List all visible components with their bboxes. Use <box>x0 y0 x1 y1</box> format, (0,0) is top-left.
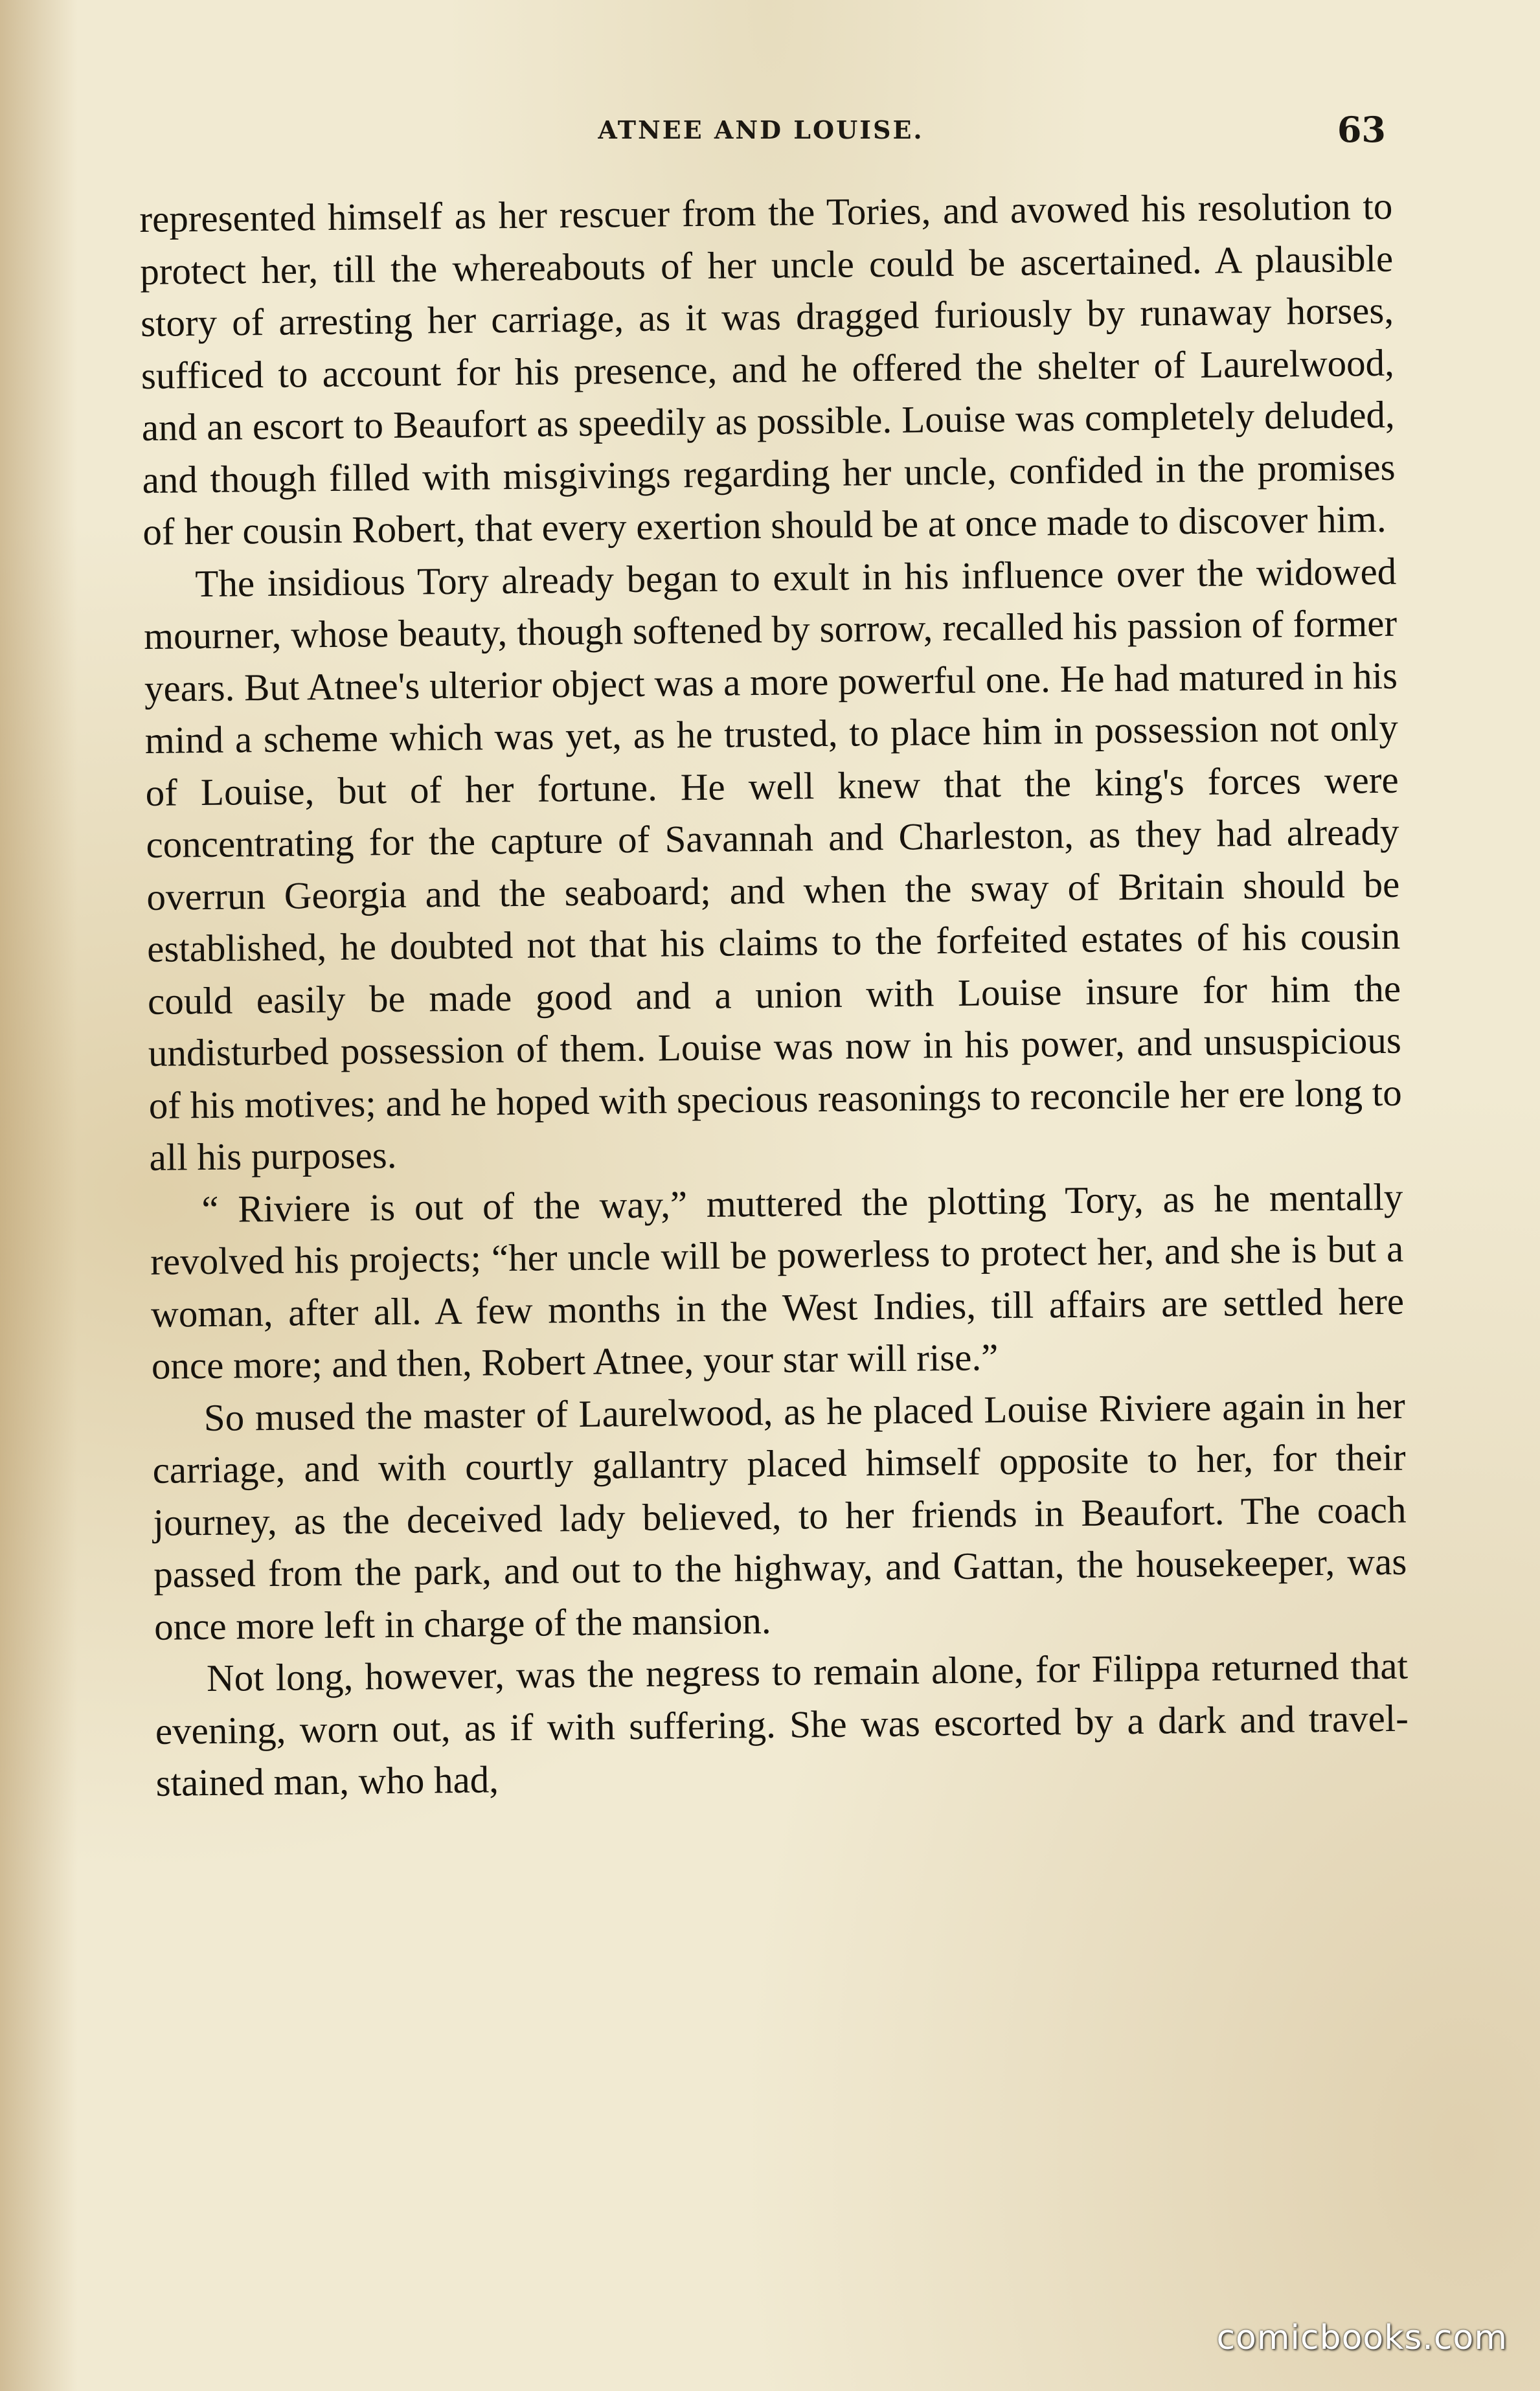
page-edge-stain <box>0 0 78 2391</box>
paragraph-4: So mused the master of Laurelwood, as he placed Louise Riviere again in her carriage, and with courtly gallantry placed himself opposite to her, for their journey, as the deceived lady believed, to her friends in Beaufort. The coach passed from the park, and out to the highway, and Gattan, the housekeeper, was once more left in charge of the mansion. <box>152 1383 1407 1648</box>
page-number: 63 <box>1337 109 1386 150</box>
paragraph-2: The insidious Tory already began to exult in his influence over the widowed mourner, whose beauty, though softened by sorrow, recalled his passion of former years. But Atnee's ulterior object was a more powerful one. He had matured in his mind a scheme which was yet, as he trusted, to place him in possession not only of Louise, but of her fortune. He well knew that the king's forces were concentrating for the capture of Savannah and Charleston, as they had already overrun Georgia and the seaboard; and when the sway of Britain should be established, he doubted not that his claims to the forfeited estates of his cousin could easily be made good and a union with Louise insure for him the undisturbed possession of them. Louise was now in his power, and unsuspicious of his motives; and he hoped with specious reasonings to reconcile her ere long to all his purposes. <box>143 549 1402 1179</box>
running-head <box>136 109 1386 154</box>
running-title: ATNEE AND LOUISE. <box>598 115 924 144</box>
paragraph-5: Not long, however, was the negress to remain alone, for Filippa returned that evening, worn out, as if with suffering. She was escorted by a dark and travel-stained man, who had, <box>155 1644 1409 1804</box>
watermark: comicbooks.com <box>1216 2318 1508 2357</box>
body-text <box>139 180 1409 1809</box>
paragraph-1: represented himself as her rescuer from the Tories, and avowed his resolution to protect her, till the whereabouts of her uncle could be ascertained. A plausible story of arresting her carriage, as it was dragged furiously by runaway horses, sufficed to account for his presence, and he offered the shelter of Laurelwood, and an escort to Beaufort as speedily as possible. Louise was completely deluded, and though filled with misgivings regarding her uncle, confided in the promises of her cousin Robert, that every exertion should be at once made to discover him. <box>139 184 1396 553</box>
paragraph-3: “ Riviere is out of the way,” muttered the plotting Tory, as he mentally revolved his projects; “her uncle will be powerless to protect her, and she is but a woman, after all. A few months in the West Indies, till affairs are settled here once more; and then, Robert Atnee, your star will rise.” <box>150 1175 1405 1387</box>
